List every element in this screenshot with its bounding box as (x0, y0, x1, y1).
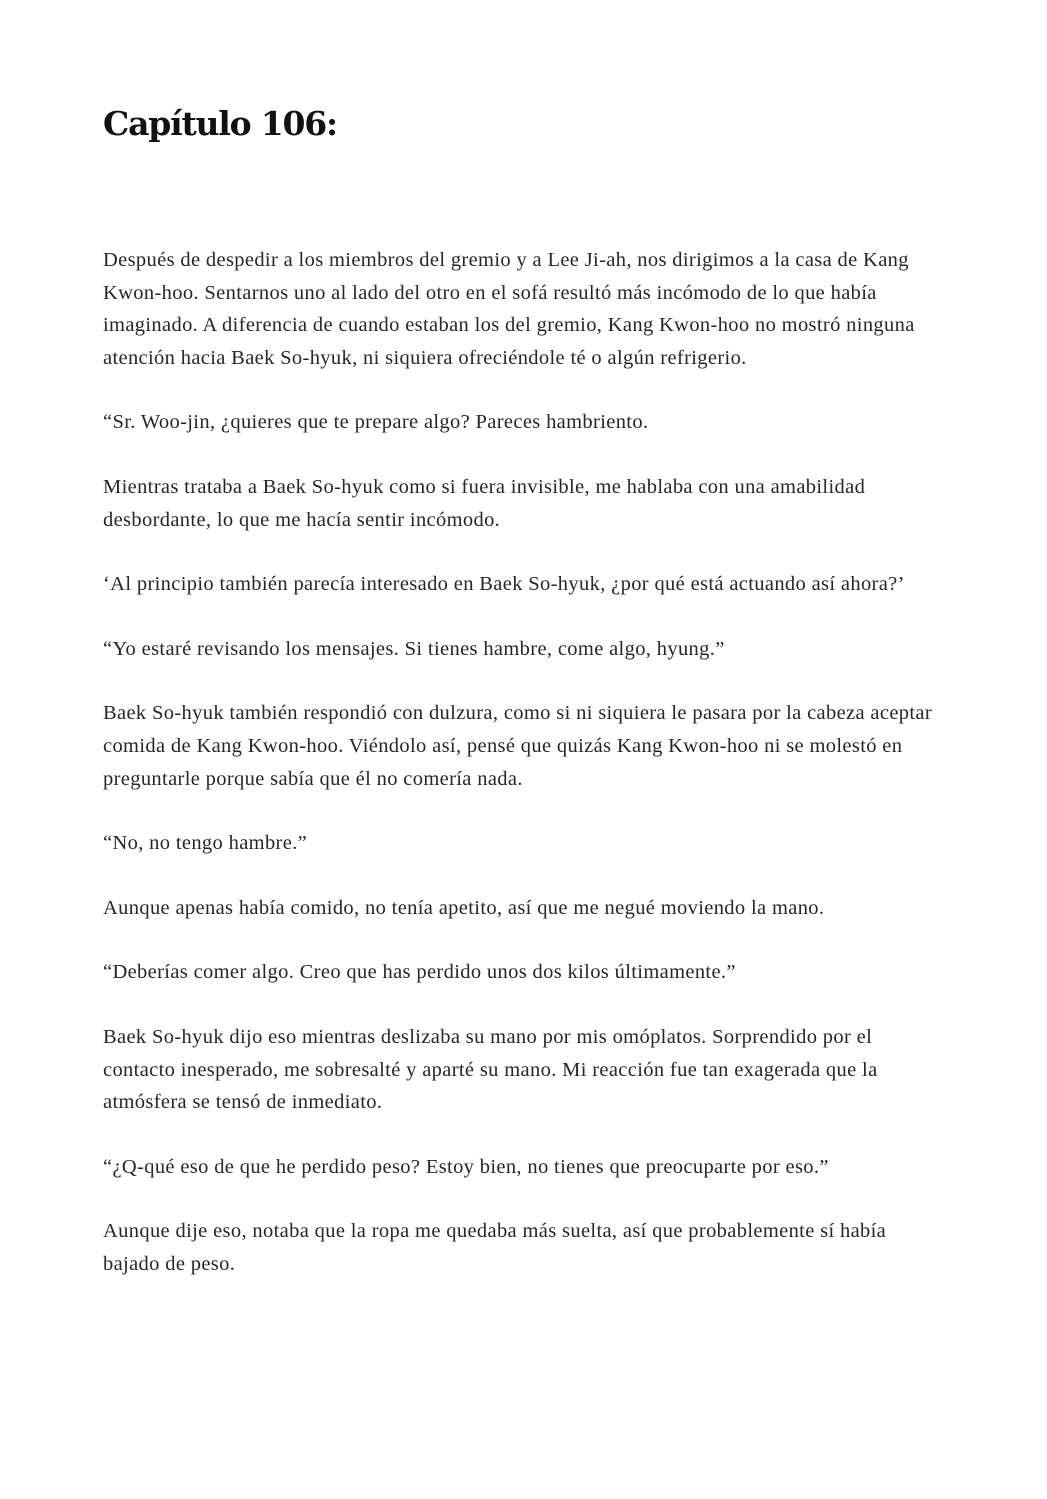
paragraph: Aunque apenas había comido, no tenía apetito, así que me negué moviendo la mano. (103, 896, 825, 919)
paragraph: ‘Al principio también parecía interesado en Baek So-hyuk, ¿por qué está actuando así ahora?’ (103, 573, 905, 596)
paragraph: Después de despedir a los miembros del gremio y a Lee Ji-ah, nos dirigimos a la casa de Kang Kwon-hoo. Sentarnos uno al lado del otro en el sofá resultó más incómodo de lo que había imaginado. A diferencia de cuando estaban los del gremio, Kang Kwon-hoo no mostró ninguna atención hacia Baek So-hyuk, ni siquiera ofreciéndole té o algún refrigerio. (103, 249, 915, 369)
paragraph: Baek So-hyuk dijo eso mientras deslizaba su mano por mis omóplatos. Sorprendido por el contacto inesperado, me sobresalté y aparté su mano. Mi reacción fue tan exagerada que la atmósfera se tensó de inmediato. (103, 1025, 878, 1114)
paragraph: “Deberías comer algo. Creo que has perdido unos dos kilos últimamente.” (103, 961, 736, 984)
paragraph: Baek So-hyuk también respondió con dulzura, como si ni siquiera le pasara por la cabeza aceptar comida de Kang Kwon-hoo. Viéndolo así, pensé que quizás Kang Kwon-hoo ni se molestó en preguntarle porque sabía que él no comería nada. (103, 702, 933, 790)
chapter-body (103, 244, 948, 1312)
paragraph: “¿Q-qué eso de que he perdido peso? Estoy bien, no tienes que preocuparte por eso.” (103, 1155, 829, 1178)
paragraph: “Sr. Woo-jin, ¿quieres que te prepare algo? Pareces hambriento. (103, 411, 649, 434)
paragraph: “No, no tengo hambre.” (103, 832, 308, 855)
paragraph: Mientras trataba a Baek So-hyuk como si fuera invisible, me hablaba con una amabilidad desbordante, lo que me hacía sentir incómodo. (103, 475, 866, 531)
paragraph: “Yo estaré revisando los mensajes. Si tienes hambre, come algo, hyung.” (103, 637, 725, 660)
chapter-title: Capítulo 106: (103, 104, 337, 143)
paragraph: Aunque dije eso, notaba que la ropa me quedaba más suelta, así que probablemente sí había bajado de peso. (103, 1220, 887, 1275)
